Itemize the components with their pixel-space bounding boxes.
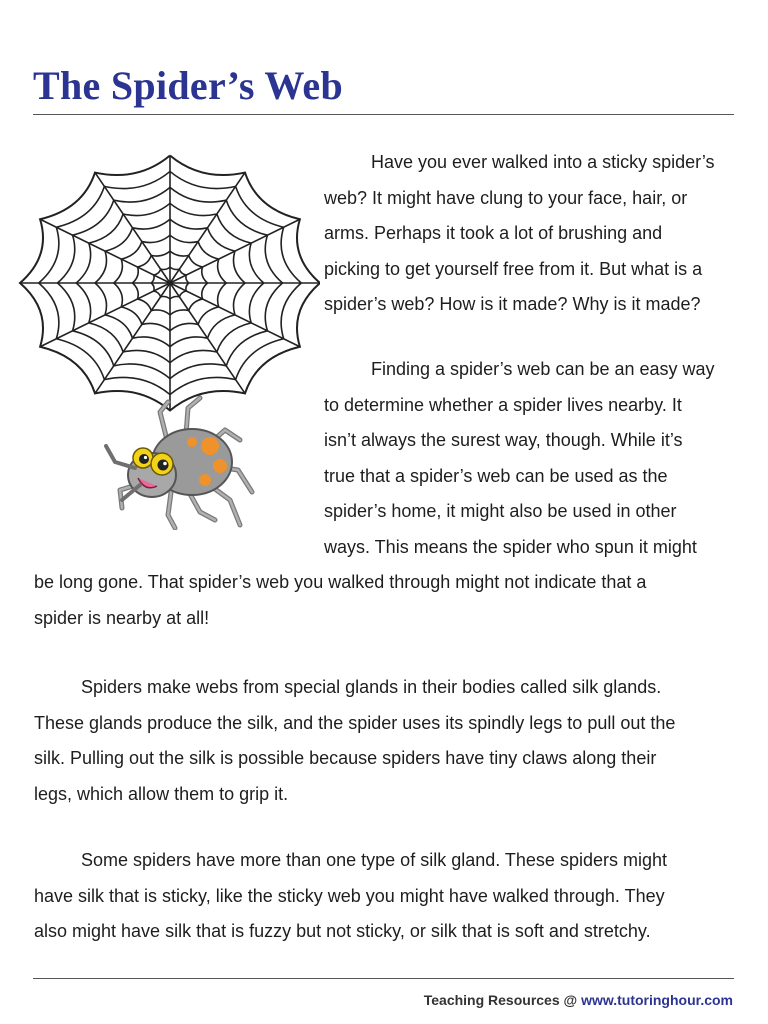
footer-link[interactable]: www.tutoringhour.com [581, 992, 733, 1008]
paragraph-4 [34, 843, 667, 950]
footer-divider [33, 978, 734, 979]
footer [424, 992, 733, 1008]
text-line: web? It might have clung to your face, hair, or [324, 187, 688, 208]
spider-icon [106, 398, 252, 528]
text-line: legs, which allow them to grip it. [34, 783, 289, 804]
text-line: have silk that is sticky, like the sticky web you might have walked through. They [34, 885, 665, 906]
text-line: Finding a spider’s web can be an easy way [371, 359, 715, 379]
spider-web-icon [20, 156, 320, 411]
illustration [10, 140, 320, 530]
text-line: picking to get yourself free from it. But what is a [324, 258, 703, 279]
text-line: Spiders make webs from special glands in their bodies called silk glands. [81, 677, 662, 697]
text-line: Some spiders have more than one type of silk gland. These spiders might [81, 850, 667, 870]
title-divider [33, 114, 734, 115]
text-line: true that a spider’s web can be used as the [324, 465, 668, 486]
text-line: arms. Perhaps it took a lot of brushing and [324, 223, 663, 243]
text-line: spider’s web? How is it made? Why is it made? [324, 294, 701, 314]
text-line: silk. Pulling out the silk is possible because spiders have tiny claws along their [34, 748, 657, 768]
text-line: spider is nearby at all! [34, 607, 210, 628]
text-line: spider’s home, it might also be used in other [324, 501, 677, 521]
paragraph-3 [34, 670, 675, 812]
text-line: isn’t always the surest way, though. While it’s [324, 430, 683, 450]
text-line: ways. This means the spider who spun it might [324, 536, 697, 557]
paragraph-1 [324, 145, 715, 323]
page-title: The Spider’s Web [33, 63, 344, 108]
paragraph-2 [324, 352, 715, 565]
paragraph-2-continued [34, 565, 646, 636]
text-line: to determine whether a spider lives nearby. It [324, 394, 682, 415]
text-line: also might have silk that is fuzzy but not sticky, or silk that is soft and stretchy. [34, 921, 651, 941]
text-line: Have you ever walked into a sticky spider’s [371, 152, 715, 172]
footer-label: Teaching Resources @ [423, 992, 582, 1008]
text-line: These glands produce the silk, and the spider uses its spindly legs to pull out the [34, 712, 676, 733]
text-line: be long gone. That spider’s web you walked through might not indicate that a [34, 572, 647, 592]
